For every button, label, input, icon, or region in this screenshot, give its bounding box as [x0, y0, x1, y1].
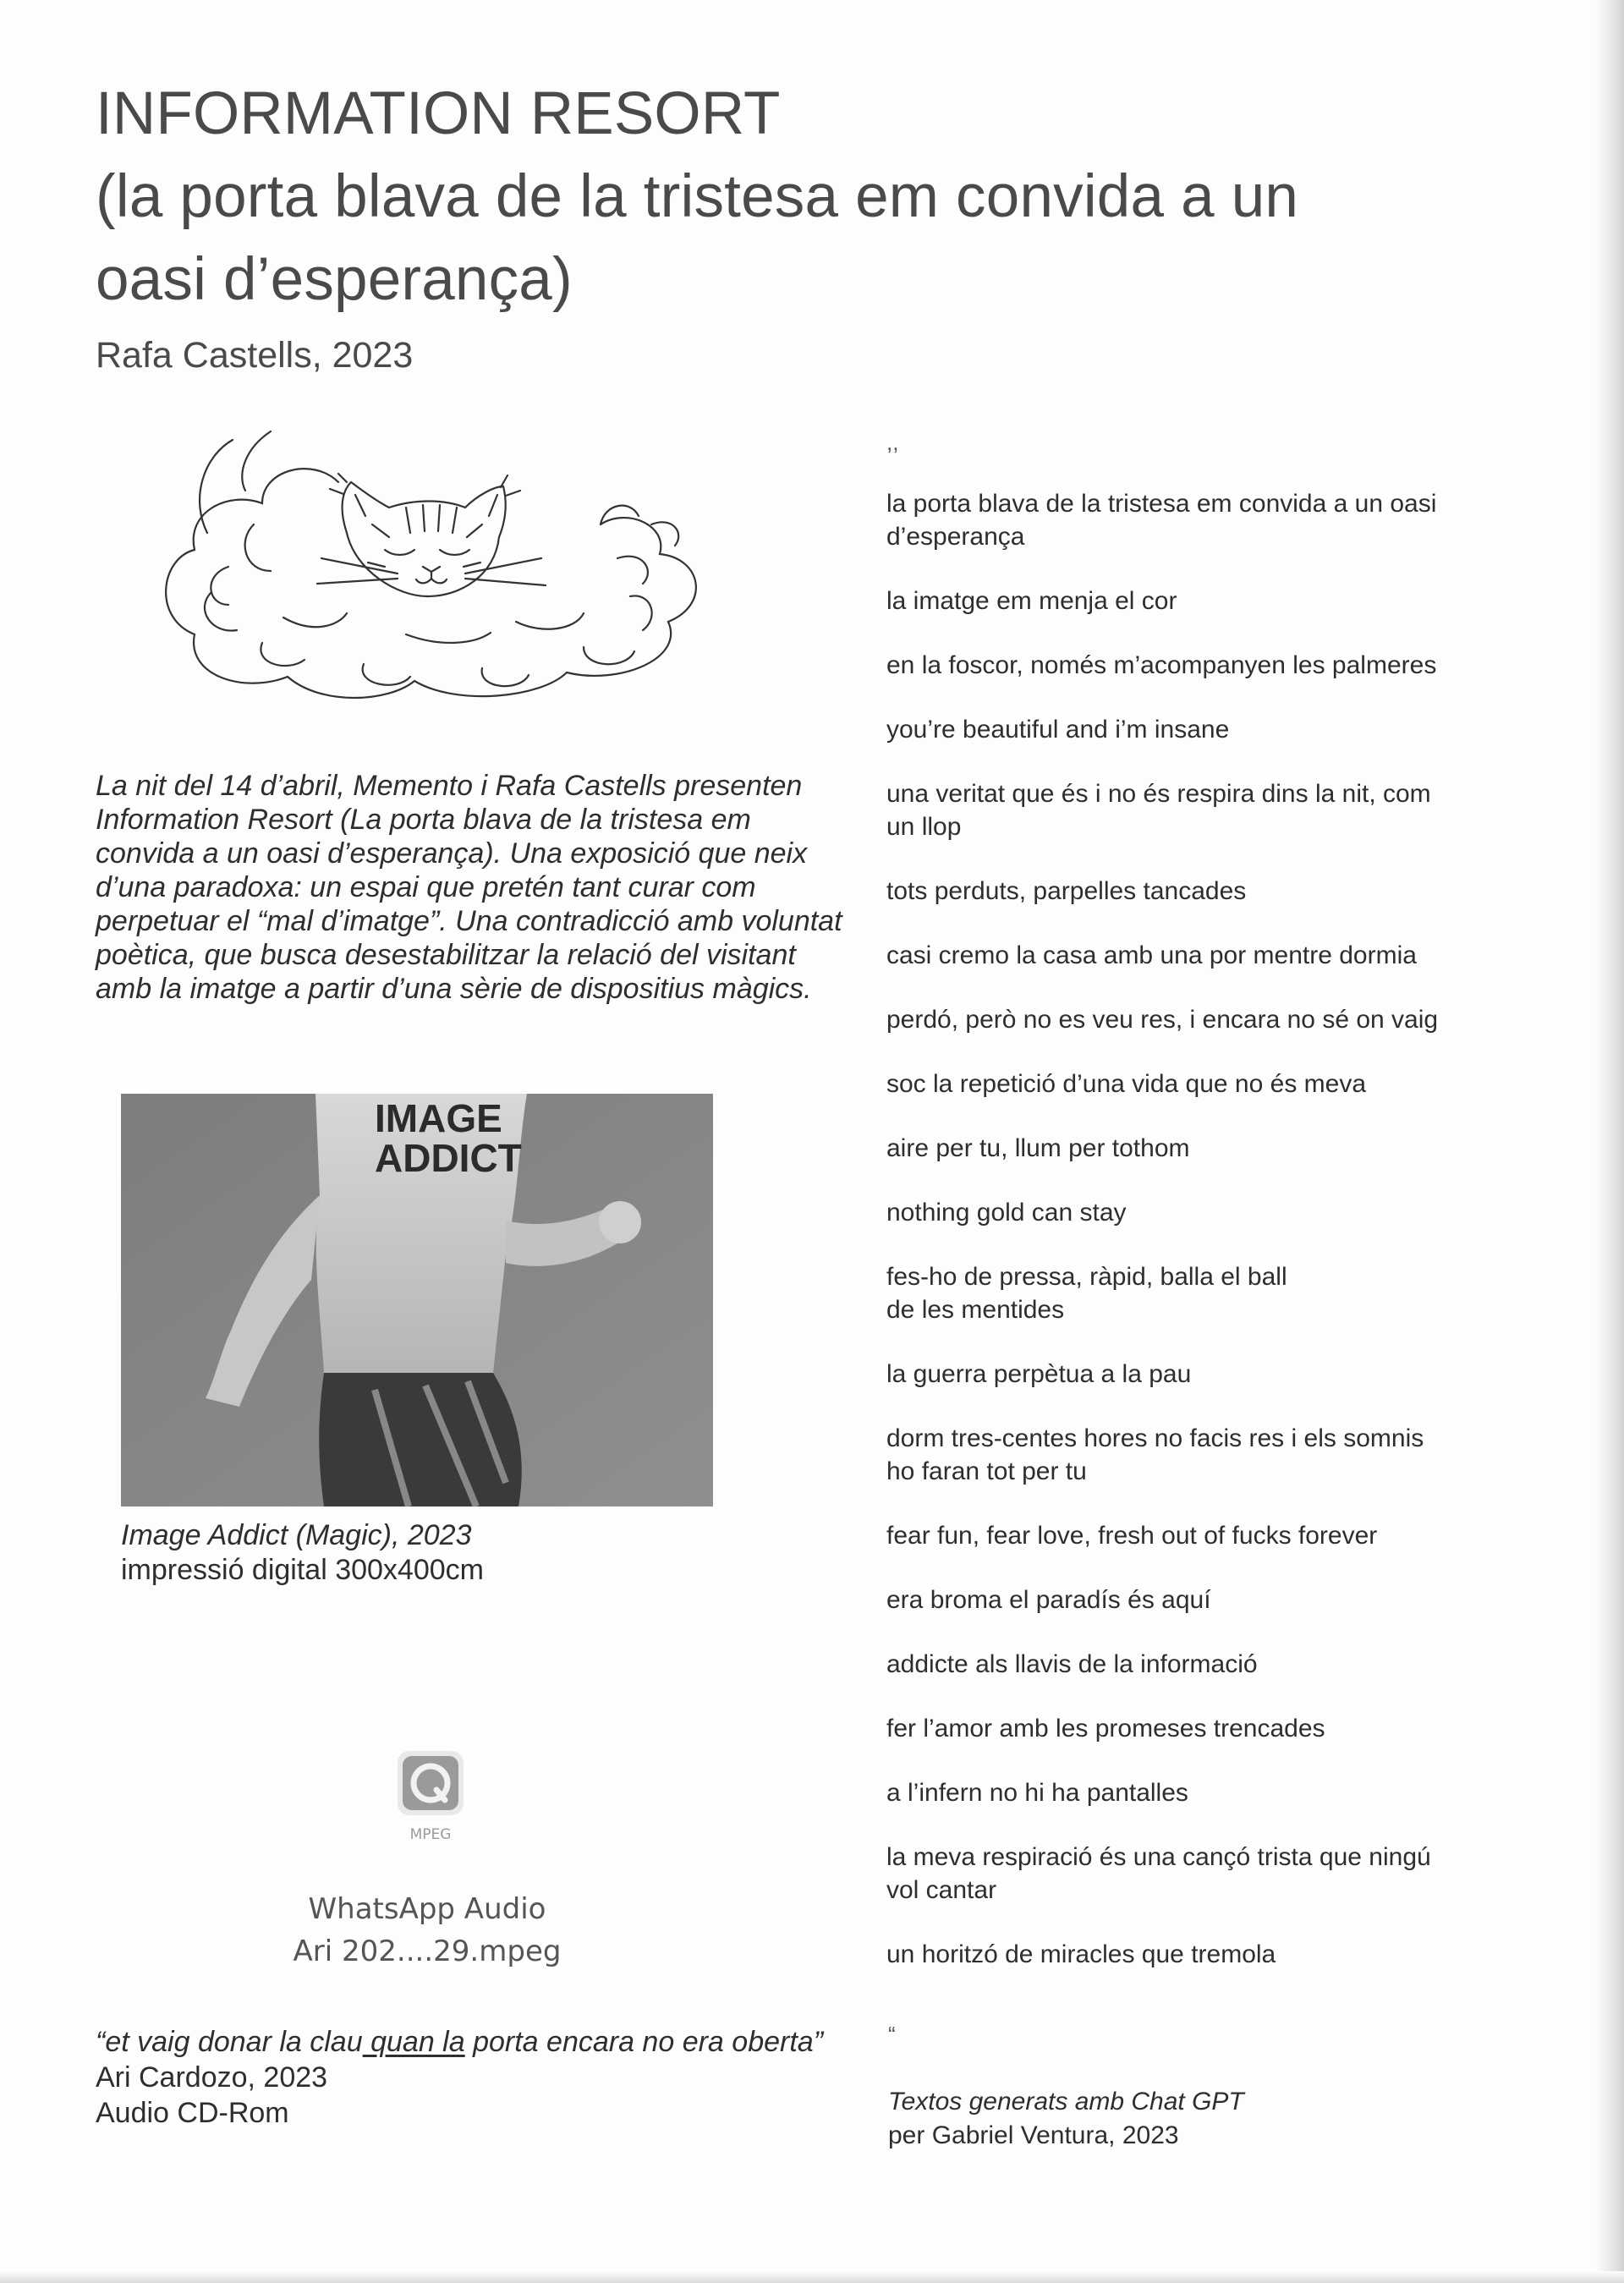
poem-verse-line: soc la repetició d’una vida que no és meva [886, 1070, 1367, 1098]
poem-verse-line: a l’infern no hi ha pantalles [886, 1779, 1188, 1807]
page-edge-shadow [1595, 0, 1624, 2283]
shirt-text-addict: ADDICT [375, 1136, 522, 1180]
poem-verse-line: la porta blava de la tristesa em convida a un oasi [886, 490, 1437, 518]
poem-verse [886, 584, 1504, 617]
poem-verse [886, 875, 1504, 908]
poem-credit-line-1: Textos generats amb Chat GPT [888, 2088, 1244, 2116]
shirt-text-image: IMAGE [375, 1096, 502, 1140]
exhibition-intro-text: La nit del 14 d’abril, Memento i Rafa Castells presenten Information Resort (La porta blava de la tristesa em convida a un oasi d’esperança). Una exposició que neix d’una paradoxa: un espai que pretén tant curar com perpetuar el “mal d’imatge”. Una contradicció amb voluntat poètica, que busca desestabilitzar la relació del visitant amb la imatge a partir d’una sèrie de dispositius màgics. [96, 770, 842, 1005]
audio-file-name[interactable] [237, 1888, 617, 1973]
cat-on-cloud-illustration [144, 423, 736, 715]
poem-verse-line: fer l’amor amb les promeses trencades [886, 1715, 1325, 1742]
poem-verse-line: you’re beautiful and i’m insane [886, 716, 1230, 744]
poem-close-quote-mark: “ [888, 2022, 896, 2047]
image-addict-photo [121, 1094, 713, 1506]
poem-verse [886, 939, 1504, 972]
poem-verse [886, 1067, 1504, 1100]
title-line-3: oasi d’esperança) [96, 246, 573, 313]
poem-verse-line: fes-ho de pressa, ràpid, balla el ball [886, 1263, 1287, 1291]
poem-verse [886, 649, 1504, 682]
author-line: Rafa Castells, 2023 [96, 335, 414, 376]
poem-verse [886, 777, 1504, 843]
audio-quote [96, 2026, 823, 2059]
poem-verse-line: en la foscor, només m’acompanyen les palmeres [886, 651, 1437, 679]
poem-verse-line: ho faran tot per tu [886, 1457, 1087, 1485]
poem-verse [886, 1519, 1504, 1552]
poem-verse-line: perdó, però no es veu res, i encara no sé on vaig [886, 1006, 1439, 1034]
title-line-2: (la porta blava de la tristesa em convida a un [96, 163, 1299, 230]
poem-verse [886, 1358, 1504, 1391]
poem-verse-line: dorm tres-centes hores no facis res i els somnis [886, 1424, 1424, 1452]
poem-verse [886, 1648, 1504, 1681]
poem-verse-line: la meva respiració és una cançó trista que ningú [886, 1843, 1431, 1871]
poem-verse [886, 1422, 1504, 1488]
mpeg-label: MPEG [409, 1826, 452, 1843]
photo-caption-title: Image Addict (Magic), 2023 [121, 1519, 472, 1551]
poem-verse-line: una veritat que és i no és respira dins la nit, com [886, 780, 1431, 808]
poem-verse-line: casi cremo la casa amb una por mentre dormia [886, 941, 1417, 969]
poem-verse [886, 1132, 1504, 1165]
poem-verse [886, 713, 1504, 746]
poem-verse-line: nothing gold can stay [886, 1199, 1127, 1227]
poem-verse [886, 1003, 1504, 1036]
mpeg-file-icon[interactable] [394, 1744, 467, 1847]
poem-verse [886, 1938, 1504, 1971]
quote-medium: Audio CD-Rom [96, 2097, 289, 2129]
quote-text-start: “et vaig donar la clau [96, 2026, 363, 2058]
poem-verse-line: d’esperança [886, 523, 1025, 551]
poem-verse-line: de les mentides [886, 1296, 1065, 1324]
poem-verse-line: aire per tu, llum per tothom [886, 1134, 1190, 1162]
poem-verse-line: la guerra perpètua a la pau [886, 1360, 1192, 1388]
poem-verses [886, 487, 1504, 2002]
document-title [96, 73, 1466, 321]
poem-verse-line: un horitzó de miracles que tremola [886, 1940, 1276, 1968]
poem-credit-line-2: per Gabriel Ventura, 2023 [888, 2121, 1179, 2149]
poem-verse [886, 1776, 1504, 1809]
poem-verse-line: vol cantar [886, 1876, 997, 1904]
poem-open-quote-mark: ,, [886, 430, 899, 455]
poem-verse [886, 1260, 1504, 1326]
poem-verse [886, 1196, 1504, 1229]
poem-verse [886, 1583, 1504, 1616]
poem-verse [886, 1712, 1504, 1745]
quote-text-end: porta encara no era oberta” [464, 2026, 824, 2058]
poem-verse-line: fear fun, fear love, fresh out of fucks forever [886, 1522, 1378, 1550]
audio-file-name-line-2: Ari 202....29.mpeg [293, 1935, 562, 1968]
poem-verse [886, 487, 1504, 553]
audio-file-name-line-1: WhatsApp Audio [308, 1892, 546, 1926]
poem-verse-line: un llop [886, 813, 962, 841]
poem-verse-line: era broma el paradís és aquí [886, 1586, 1211, 1614]
quote-underlined-words: quan la [362, 2026, 465, 2058]
quote-author: Ari Cardozo, 2023 [96, 2061, 328, 2094]
title-line-1: INFORMATION RESORT [96, 80, 781, 147]
poem-verse-line: la imatge em menja el cor [886, 587, 1177, 615]
page-edge-shadow-bottom [0, 2271, 1624, 2283]
poem-verse [886, 1841, 1504, 1907]
poem-verse-line: tots perduts, parpelles tancades [886, 877, 1247, 905]
photo-caption-description: impressió digital 300x400cm [121, 1554, 484, 1586]
poem-verse-line: addicte als llavis de la informació [886, 1650, 1258, 1678]
